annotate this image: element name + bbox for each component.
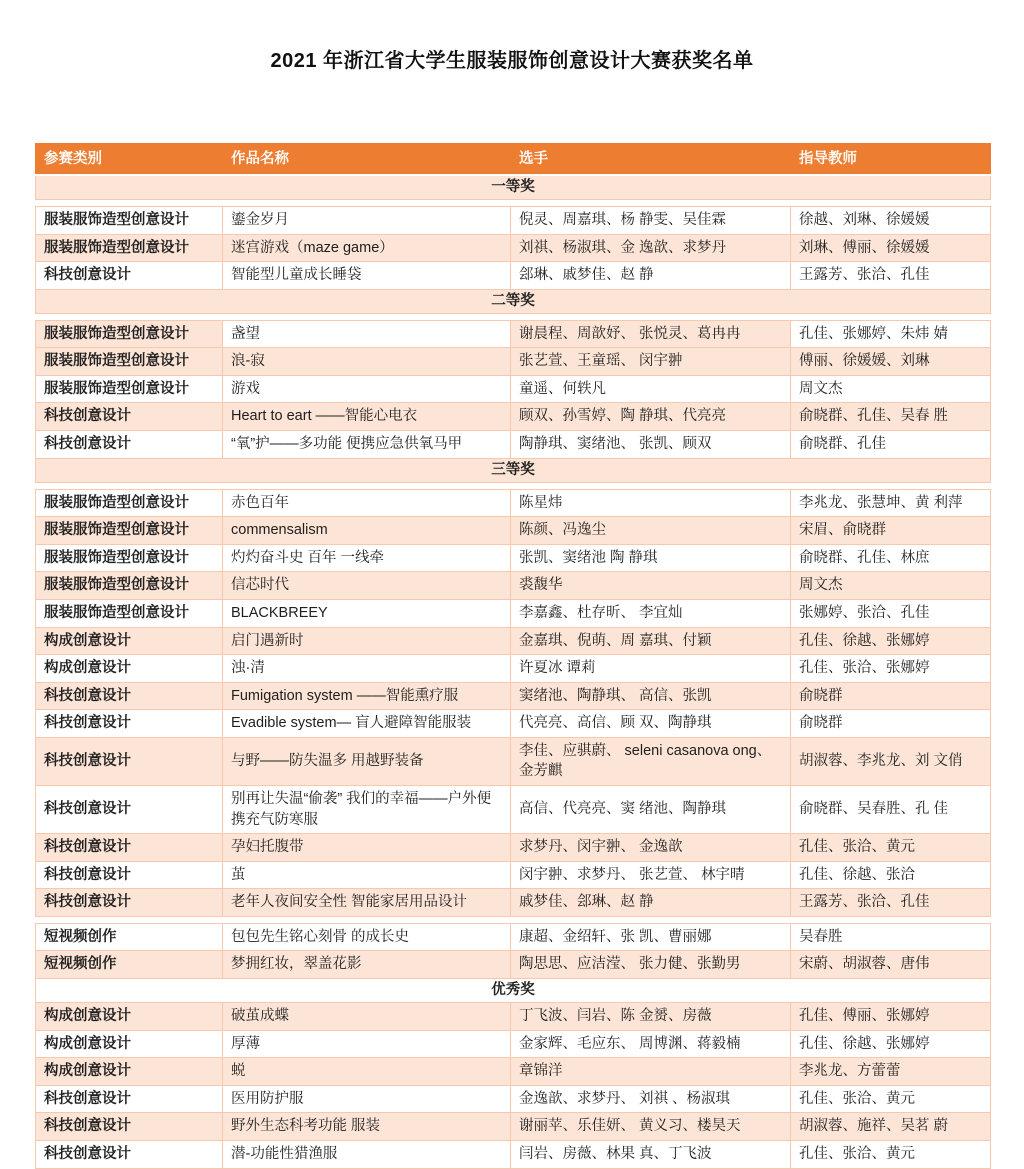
cell-work: 破茧成蝶 — [223, 1003, 511, 1031]
table-row — [36, 403, 991, 431]
cell-work: 医用防护服 — [223, 1085, 511, 1113]
cell-teachers: 孔佳、张娜婷、朱炜 婧 — [791, 320, 991, 348]
cell-teachers: 周文杰 — [791, 572, 991, 600]
cell-category: 科技创意设计 — [36, 861, 223, 889]
cell-category: 短视频创作 — [36, 923, 223, 951]
cell-teachers: 孔佳、张洽、黄元 — [791, 1085, 991, 1113]
column-header-teachers: 指导教师 — [791, 144, 991, 176]
table-row — [36, 599, 991, 627]
cell-players: 陈星炜 — [511, 489, 791, 517]
cell-teachers: 孔佳、徐越、张娜婷 — [791, 1030, 991, 1058]
cell-category: 科技创意设计 — [36, 785, 223, 833]
table-row — [36, 655, 991, 683]
cell-teachers: 宋眉、俞晓群 — [791, 517, 991, 545]
cell-teachers: 王露芳、张洽、孔佳 — [791, 262, 991, 290]
column-header-players: 选手 — [511, 144, 791, 176]
cell-category: 构成创意设计 — [36, 1030, 223, 1058]
cell-work: 浪-寂 — [223, 348, 511, 376]
cell-category: 服装服饰造型创意设计 — [36, 348, 223, 376]
cell-category: 科技创意设计 — [36, 710, 223, 738]
cell-players: 金家辉、毛应东、 周博渊、蒋毅楠 — [511, 1030, 791, 1058]
cell-teachers: 孔佳、张洽、黄元 — [791, 1140, 991, 1168]
cell-work: Evadible system— 盲人避障智能服装 — [223, 710, 511, 738]
column-header-category: 参赛类别 — [36, 144, 223, 176]
cell-teachers: 张娜婷、张洽、孔佳 — [791, 599, 991, 627]
cell-category: 科技创意设计 — [36, 1140, 223, 1168]
table-row — [36, 1140, 991, 1168]
table-row — [36, 431, 991, 459]
cell-work: 盏望 — [223, 320, 511, 348]
cell-category: 科技创意设计 — [36, 1113, 223, 1141]
cell-teachers: 俞晓群、孔佳、吴春 胜 — [791, 403, 991, 431]
cell-players: 郐琳、戚梦佳、赵 静 — [511, 262, 791, 290]
row-gap-cell — [36, 313, 991, 320]
table-row — [36, 572, 991, 600]
section-header-优秀奖 — [36, 979, 991, 1003]
table-row — [36, 1113, 991, 1141]
cell-players: 代亮亮、高信、顾 双、陶静琪 — [511, 710, 791, 738]
cell-category: 构成创意设计 — [36, 627, 223, 655]
cell-work: 潜-功能性猎渔服 — [223, 1140, 511, 1168]
cell-teachers: 孔佳、张洽、张娜婷 — [791, 655, 991, 683]
cell-category: 服装服饰造型创意设计 — [36, 517, 223, 545]
cell-players: 谢晨程、周歆妤、 张悦灵、葛冉冉 — [511, 320, 791, 348]
cell-category: 科技创意设计 — [36, 1085, 223, 1113]
cell-category: 服装服饰造型创意设计 — [36, 375, 223, 403]
row-gap-cell — [36, 200, 991, 207]
table-row — [36, 262, 991, 290]
table-row — [36, 737, 991, 785]
cell-teachers: 刘琳、傅丽、徐媛媛 — [791, 234, 991, 262]
cell-category: 服装服饰造型创意设计 — [36, 320, 223, 348]
table-row — [36, 1058, 991, 1086]
cell-work: 蜕 — [223, 1058, 511, 1086]
row-gap-cell — [36, 482, 991, 489]
cell-work: 启门遇新时 — [223, 627, 511, 655]
cell-players: 窦绪池、陶静琪、 高信、张凯 — [511, 682, 791, 710]
cell-work: 智能型儿童成长睡袋 — [223, 262, 511, 290]
cell-players: 戚梦佳、郐琳、赵 静 — [511, 889, 791, 917]
table-row — [36, 861, 991, 889]
cell-players: 许夏冰 谭莉 — [511, 655, 791, 683]
cell-players: 李佳、应骐蔚、 seleni casanova ong、金芳麒 — [511, 737, 791, 785]
cell-category: 构成创意设计 — [36, 655, 223, 683]
cell-players: 裘馥华 — [511, 572, 791, 600]
table-row — [36, 517, 991, 545]
cell-work: Fumigation system ——智能熏疗服 — [223, 682, 511, 710]
cell-teachers: 俞晓群、孔佳 — [791, 431, 991, 459]
table-row — [36, 1030, 991, 1058]
cell-teachers: 胡淑蓉、施祥、吴茗 蔚 — [791, 1113, 991, 1141]
cell-players: 闵宇翀、求梦丹、 张艺萱、 林宇晴 — [511, 861, 791, 889]
row-gap — [36, 313, 991, 320]
cell-players: 童遥、何轶凡 — [511, 375, 791, 403]
cell-teachers: 李兆龙、张慧坤、黄 利萍 — [791, 489, 991, 517]
table-row — [36, 889, 991, 917]
cell-category: 科技创意设计 — [36, 262, 223, 290]
cell-category: 科技创意设计 — [36, 737, 223, 785]
table-row — [36, 951, 991, 979]
cell-work: 信芯时代 — [223, 572, 511, 600]
section-header-三等奖 — [36, 458, 991, 482]
cell-category: 科技创意设计 — [36, 431, 223, 459]
cell-work: 茧 — [223, 861, 511, 889]
row-gap-cell — [36, 916, 991, 923]
cell-work: 赤色百年 — [223, 489, 511, 517]
cell-players: 张艺萱、王童瑶、 闵宇翀 — [511, 348, 791, 376]
cell-work: BLACKBREEY — [223, 599, 511, 627]
cell-work: 包包先生铭心刻骨 的成长史 — [223, 923, 511, 951]
cell-category: 科技创意设计 — [36, 682, 223, 710]
table-row — [36, 234, 991, 262]
row-gap — [36, 482, 991, 489]
cell-work: 老年人夜间安全性 智能家居用品设计 — [223, 889, 511, 917]
table-row — [36, 375, 991, 403]
cell-teachers: 吴春胜 — [791, 923, 991, 951]
cell-players: 李嘉鑫、杜存昕、 李宜灿 — [511, 599, 791, 627]
table-row — [36, 1003, 991, 1031]
cell-teachers: 孔佳、徐越、张娜婷 — [791, 627, 991, 655]
cell-players: 康超、金绍轩、张 凯、曹丽娜 — [511, 923, 791, 951]
cell-teachers: 胡淑蓉、李兆龙、刘 文俏 — [791, 737, 991, 785]
cell-category: 服装服饰造型创意设计 — [36, 489, 223, 517]
row-gap — [36, 916, 991, 923]
cell-work: Heart to eart ——智能心电衣 — [223, 403, 511, 431]
cell-players: 金逸歆、求梦丹、 刘祺 、杨淑琪 — [511, 1085, 791, 1113]
cell-category: 服装服饰造型创意设计 — [36, 572, 223, 600]
table-row — [36, 682, 991, 710]
cell-teachers: 俞晓群 — [791, 682, 991, 710]
cell-category: 科技创意设计 — [36, 834, 223, 862]
cell-category: 服装服饰造型创意设计 — [36, 544, 223, 572]
cell-teachers: 王露芳、张洽、孔佳 — [791, 889, 991, 917]
section-label: 优秀奖 — [36, 979, 991, 1003]
cell-players: 丁飞波、闫岩、陈 金赟、房薇 — [511, 1003, 791, 1031]
table-row — [36, 320, 991, 348]
cell-teachers: 孔佳、张洽、黄元 — [791, 834, 991, 862]
cell-players: 张凯、窦绪池 陶 静琪 — [511, 544, 791, 572]
section-label: 二等奖 — [36, 289, 991, 313]
cell-category: 服装服饰造型创意设计 — [36, 207, 223, 235]
table-row — [36, 207, 991, 235]
table-row — [36, 710, 991, 738]
cell-category: 科技创意设计 — [36, 889, 223, 917]
cell-teachers: 俞晓群 — [791, 710, 991, 738]
cell-category: 服装服饰造型创意设计 — [36, 234, 223, 262]
table-header-row — [36, 144, 991, 176]
cell-work: “氧”护——多功能 便携应急供氧马甲 — [223, 431, 511, 459]
table-row — [36, 627, 991, 655]
cell-teachers: 李兆龙、方蕾蕾 — [791, 1058, 991, 1086]
cell-players: 陈颜、冯逸尘 — [511, 517, 791, 545]
cell-players: 陶静琪、窦绪池、 张凯、顾双 — [511, 431, 791, 459]
cell-work: 游戏 — [223, 375, 511, 403]
cell-teachers: 孔佳、傅丽、张娜婷 — [791, 1003, 991, 1031]
cell-players: 顾双、孙雪婷、陶 静琪、代亮亮 — [511, 403, 791, 431]
table-row — [36, 785, 991, 833]
cell-work: commensalism — [223, 517, 511, 545]
table-row — [36, 489, 991, 517]
section-label: 一等奖 — [36, 175, 991, 200]
cell-players: 高信、代亮亮、窦 绪池、陶静琪 — [511, 785, 791, 833]
cell-players: 求梦丹、闵宇翀、 金逸歆 — [511, 834, 791, 862]
cell-players: 闫岩、房薇、林果 真、丁飞波 — [511, 1140, 791, 1168]
cell-work: 孕妇托腹带 — [223, 834, 511, 862]
section-header-二等奖 — [36, 289, 991, 313]
cell-teachers: 孔佳、徐越、张洽 — [791, 861, 991, 889]
section-header-一等奖 — [36, 175, 991, 200]
table-row — [36, 348, 991, 376]
cell-work: 与野——防失温多 用越野装备 — [223, 737, 511, 785]
cell-category: 构成创意设计 — [36, 1003, 223, 1031]
cell-teachers: 周文杰 — [791, 375, 991, 403]
cell-work: 厚薄 — [223, 1030, 511, 1058]
cell-category: 服装服饰造型创意设计 — [36, 599, 223, 627]
cell-work: 梦拥红妆，翠盖花影 — [223, 951, 511, 979]
column-header-work: 作品名称 — [223, 144, 511, 176]
cell-teachers: 徐越、刘琳、徐媛媛 — [791, 207, 991, 235]
section-label: 三等奖 — [36, 458, 991, 482]
cell-category: 构成创意设计 — [36, 1058, 223, 1086]
cell-players: 谢丽苹、乐佳妍、 黄义习、楼昊天 — [511, 1113, 791, 1141]
cell-teachers: 俞晓群、孔佳、林庶 — [791, 544, 991, 572]
page-title: 2021 年浙江省大学生服装服饰创意设计大赛获奖名单 — [270, 50, 754, 72]
row-gap — [36, 200, 991, 207]
cell-players: 刘祺、杨淑琪、金 逸歆、求梦丹 — [511, 234, 791, 262]
cell-teachers: 傅丽、徐媛媛、刘琳 — [791, 348, 991, 376]
cell-teachers: 宋蔚、胡淑蓉、唐伟 — [791, 951, 991, 979]
cell-work: 灼灼奋斗史 百年 一线牵 — [223, 544, 511, 572]
table-row — [36, 544, 991, 572]
cell-players: 倪灵、周嘉琪、杨 静雯、吴佳霖 — [511, 207, 791, 235]
awards-table — [35, 143, 991, 1169]
cell-teachers: 俞晓群、吴春胜、孔 佳 — [791, 785, 991, 833]
table-row — [36, 834, 991, 862]
cell-work: 迷宫游戏（maze game） — [223, 234, 511, 262]
cell-players: 金嘉琪、倪萌、周 嘉琪、付颖 — [511, 627, 791, 655]
cell-work: 浊·清 — [223, 655, 511, 683]
table-row — [36, 923, 991, 951]
cell-work: 野外生态科考功能 服装 — [223, 1113, 511, 1141]
cell-players: 章锦洋 — [511, 1058, 791, 1086]
table-row — [36, 1085, 991, 1113]
cell-players: 陶思思、应洁滢、 张力健、张勤男 — [511, 951, 791, 979]
cell-work: 鎏金岁月 — [223, 207, 511, 235]
cell-category: 短视频创作 — [36, 951, 223, 979]
cell-work: 别再让失温“偷袭” 我们的幸福——户外便携充气防寒服 — [223, 785, 511, 833]
cell-category: 科技创意设计 — [36, 403, 223, 431]
